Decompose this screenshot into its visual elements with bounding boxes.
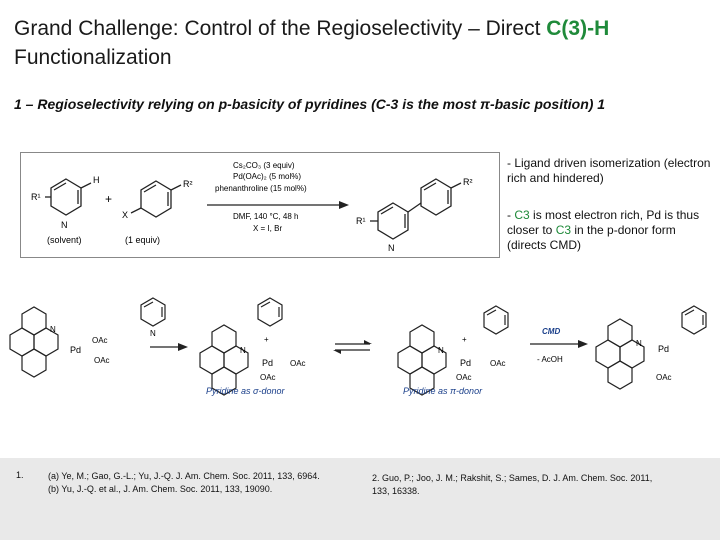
sigma-oac-minus: OAc — [260, 373, 276, 382]
note-c3-b: is most electron rich, Pd is thus closer to — [507, 208, 700, 237]
pi-plus: + — [462, 335, 467, 344]
sigma-label: Pyridine as σ-donor — [206, 386, 285, 396]
equilibrium-arrowhead-top — [364, 340, 372, 344]
reference-2-line2: 133, 16338. — [372, 486, 420, 496]
final-complex — [596, 306, 706, 389]
pyr1-r1: R¹ — [31, 192, 41, 202]
mech1-n: N — [50, 325, 56, 334]
note-c3-hl-1: C3 — [514, 208, 530, 222]
cond-3: phenanthroline (15 mol%) — [215, 184, 307, 193]
reference-1a: (a) Ye, M.; Gao, G.-L.; Yu, J.-Q. J. Am. Chem. Soc. 2011, 133, 6964. — [48, 471, 320, 481]
reference-1 — [48, 470, 358, 496]
reference-1b: (b) Yu, J.-Q. et al., J. Am. Chem. Soc. 2011, 133, 19090. — [48, 484, 273, 494]
mech1-pd: Pd — [70, 345, 82, 355]
pyridine-reagent — [141, 298, 165, 338]
aryl-ring — [131, 181, 181, 217]
aryl-r2: R² — [183, 179, 193, 189]
sigma-plus: + — [264, 335, 269, 344]
product-r2: R² — [463, 177, 473, 187]
side-notes — [507, 156, 712, 275]
sigma-complex — [200, 298, 306, 396]
title-accent: C(3)-H — [546, 17, 610, 40]
ref-number: 1. — [16, 470, 24, 480]
product-r1: R¹ — [356, 216, 366, 226]
note-c3 — [507, 208, 712, 253]
reaction-scheme-drawing — [21, 153, 499, 257]
slide-subtitle: 1 – Regioselectivity relying on p-basicity of pyridines (C-3 is the most π-basic position) 1 — [14, 96, 606, 112]
final-n: N — [636, 339, 642, 348]
pi-label: Pyridine as π-donor — [403, 386, 483, 396]
cond-4: DMF, 140 °C, 48 h — [233, 212, 299, 221]
pyr1-h: H — [93, 175, 100, 185]
pi-oac-minus: OAc — [456, 373, 472, 382]
sigma-n: N — [240, 346, 246, 355]
pd-phen-complex-1 — [10, 307, 110, 377]
cond-1: Cs₂CO₃ (3 equiv) — [233, 161, 295, 170]
product-rings — [370, 179, 461, 239]
sigma-pd: Pd — [262, 358, 274, 368]
cmd-label: CMD — [542, 327, 561, 336]
mechanism-drawing — [0, 296, 720, 414]
pi-oac: OAc — [490, 359, 506, 368]
final-pd: Pd — [658, 344, 670, 354]
cond-2: Pd(OAc)₂ (5 mol%) — [233, 172, 302, 181]
pi-complex — [398, 306, 508, 396]
reference-2-line1: 2. Guo, P.; Joo, J. M.; Rakshit, S.; Sames, D. J. Am. Chem. Soc. 2011, — [372, 473, 653, 483]
reagent-n: N — [150, 329, 156, 338]
note-c3-hl-2: C3 — [555, 223, 572, 237]
acoh-label: - AcOH — [537, 355, 563, 364]
note-c3-c: in the p-donor form (directs CMD) — [507, 223, 676, 252]
reaction-arrowhead — [339, 201, 349, 209]
note-ligand: - Ligand driven isomerization (electron rich and hindered) — [507, 156, 711, 185]
pyr1-n: N — [61, 220, 68, 230]
reference-2 — [372, 472, 702, 498]
label-solvent: (solvent) — [47, 235, 82, 245]
label-equiv: (1 equiv) — [125, 235, 161, 245]
pi-n: N — [438, 346, 444, 355]
title-line2: Functionalization — [14, 46, 172, 69]
mechanism-scheme — [0, 296, 720, 414]
aryl-x: X — [122, 210, 129, 220]
plus-sign: + — [105, 192, 113, 206]
mech1-oac-1: OAc — [92, 336, 108, 345]
sigma-oac: OAc — [290, 359, 306, 368]
cmd-arrowhead — [578, 340, 588, 348]
pyridine-ring-1 — [45, 179, 91, 215]
references-footer — [0, 458, 720, 540]
equilibrium-arrowhead-bottom — [333, 350, 341, 354]
arrow-1-head — [178, 343, 188, 351]
product-n: N — [388, 243, 395, 253]
final-oac: OAc — [656, 373, 672, 382]
mech1-oac-2: OAc — [94, 356, 110, 365]
cond-5: X = I, Br — [253, 224, 283, 233]
title-main: Grand Challenge: Control of the Regioselectivity – Direct — [14, 17, 547, 40]
slide-title — [14, 14, 714, 72]
pi-pd: Pd — [460, 358, 472, 368]
reaction-scheme — [20, 152, 500, 258]
note-c3-a: - — [507, 208, 515, 222]
